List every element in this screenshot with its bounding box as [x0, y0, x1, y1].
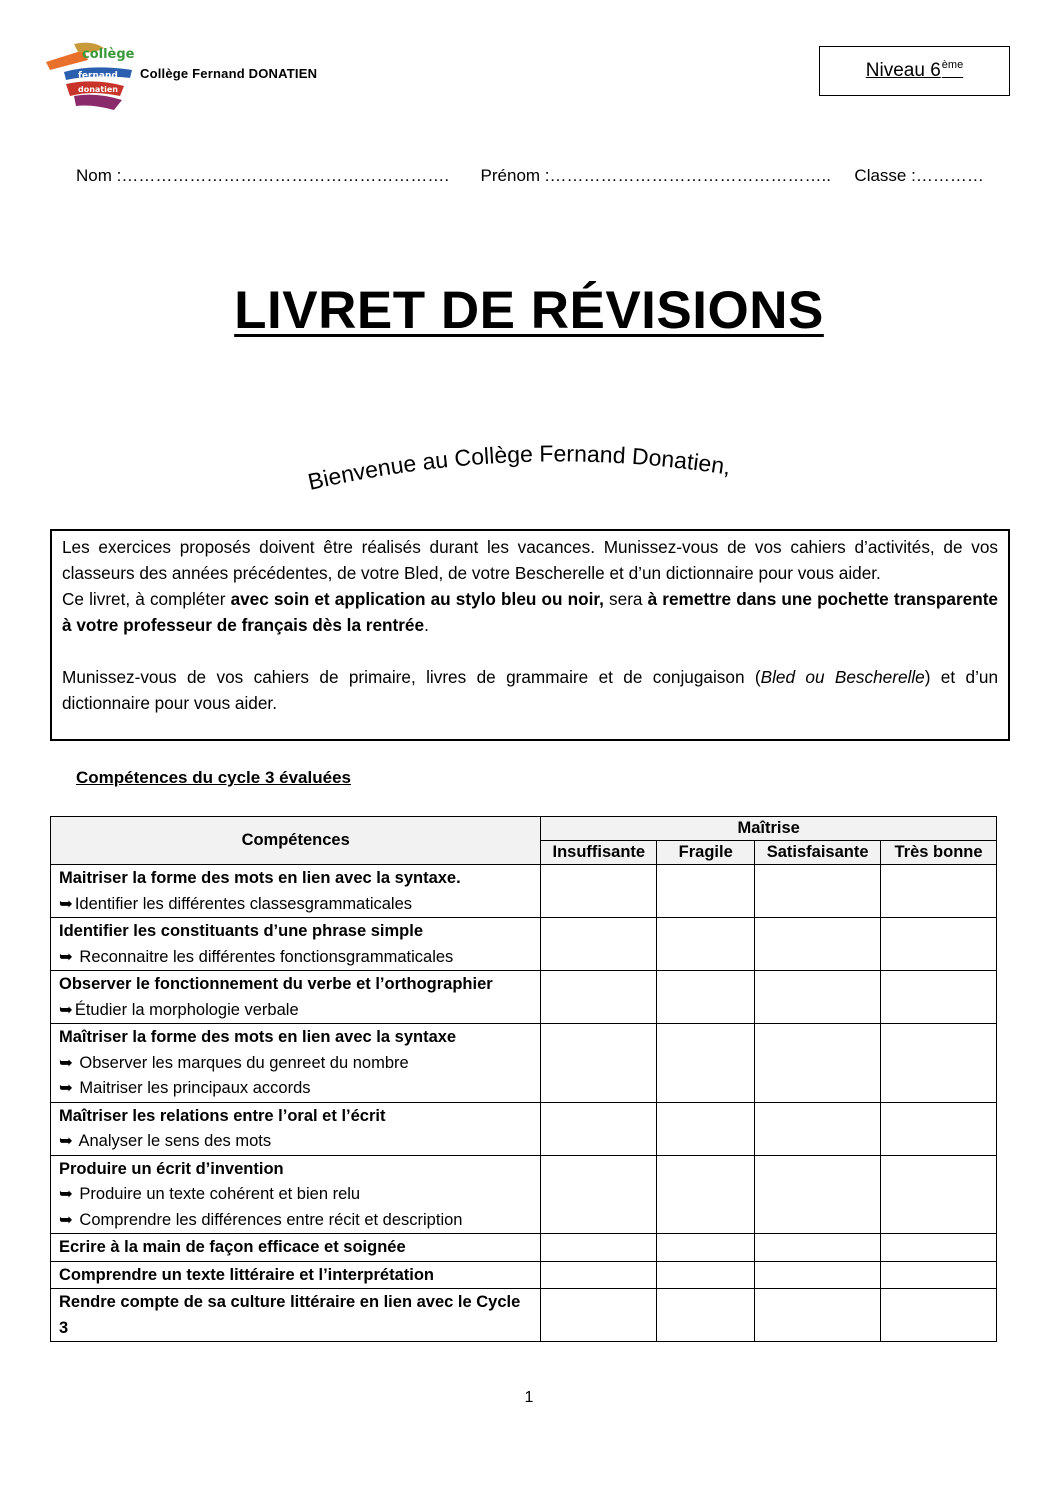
mastery-cell[interactable] — [541, 1024, 657, 1103]
mastery-cell[interactable] — [881, 918, 997, 971]
niveau-box — [819, 46, 1010, 96]
header-maitrise: Maîtrise — [541, 817, 997, 841]
header-level: Satisfaisante — [755, 841, 881, 865]
page-title: LIVRET DE RÉVISIONS — [234, 281, 824, 340]
svg-text:fernand: fernand — [78, 71, 118, 81]
mastery-cell[interactable] — [541, 971, 657, 1024]
mastery-cell[interactable] — [541, 1234, 657, 1262]
arrow-icon: ➥ — [59, 1132, 73, 1150]
page-number: 1 — [524, 1389, 534, 1406]
intro-box — [50, 529, 1010, 741]
competence-cell — [51, 865, 541, 918]
mastery-cell[interactable] — [657, 1102, 755, 1155]
mastery-cell[interactable] — [657, 1261, 755, 1289]
header-level: Fragile — [657, 841, 755, 865]
intro-paragraph-1: Les exercices proposés doivent être réalisés durant les vacances. Munissez-vous de vos cahiers d’activités, de vos classeurs des années précédentes, de votre Bled, de votre Bescherelle et d’un dictionnaire pour vous aider. — [62, 537, 998, 583]
table-row — [51, 1155, 997, 1234]
classe-field[interactable]: Classe :………… — [854, 166, 984, 185]
mastery-cell[interactable] — [541, 865, 657, 918]
competence-title: Comprendre un texte littéraire et l’interprétation — [59, 1265, 434, 1284]
competences-table — [50, 816, 997, 1342]
table-row — [51, 1024, 997, 1103]
svg-text:donatien: donatien — [78, 85, 119, 94]
mastery-cell[interactable] — [541, 1289, 657, 1342]
prenom-field[interactable]: Prénom :………………………………………….. — [480, 166, 831, 185]
competence-title: Maîtriser la forme des mots en lien avec la syntaxe — [59, 1028, 457, 1046]
arrow-icon: ➥ — [59, 1000, 73, 1019]
mastery-cell[interactable] — [755, 1234, 881, 1262]
competence-subitem: ➥ Observer les marques du genreet du nombre — [59, 1051, 532, 1077]
competence-title: Maitriser la forme des mots en lien avec la syntaxe. — [59, 869, 461, 887]
welcome-heading — [300, 434, 790, 504]
mastery-cell[interactable] — [657, 1155, 755, 1234]
mastery-cell[interactable] — [657, 1289, 755, 1342]
svg-text:collège: collège — [82, 47, 135, 62]
table-row — [51, 971, 997, 1024]
table-row — [51, 865, 997, 918]
competence-subitem: ➥ Produire un texte cohérent et bien relu — [59, 1182, 532, 1208]
niveau-label: Niveau 6ème — [865, 59, 964, 81]
table-row — [51, 1261, 997, 1289]
mastery-cell[interactable] — [541, 1102, 657, 1155]
competence-cell — [51, 1155, 541, 1234]
arrow-icon: ➥ — [59, 1079, 73, 1097]
competence-subitem: ➥ Analyser le sens des mots — [59, 1129, 532, 1155]
mastery-cell[interactable] — [881, 1102, 997, 1155]
competence-subitem: ➥ Maitriser les principaux accords — [59, 1076, 532, 1102]
competence-cell — [51, 918, 541, 971]
competence-cell — [51, 1234, 541, 1262]
mastery-cell[interactable] — [541, 1155, 657, 1234]
mastery-cell[interactable] — [657, 865, 755, 918]
table-row — [51, 1102, 997, 1155]
school-name: Collège Fernand DONATIEN — [140, 66, 318, 81]
arrow-icon: ➥ — [59, 947, 73, 966]
arrow-icon: ➥ — [59, 1185, 73, 1203]
competence-title: Maîtriser les relations entre l’oral et l’écrit — [59, 1106, 386, 1125]
mastery-cell[interactable] — [541, 918, 657, 971]
school-logo — [44, 40, 139, 112]
mastery-cell[interactable] — [881, 1155, 997, 1234]
mastery-cell[interactable] — [755, 971, 881, 1024]
competence-subitem: ➥ Reconnaitre les différentes fonctionsgrammaticales — [59, 945, 532, 971]
competence-title: Observer le fonctionnement du verbe et l’orthographier — [59, 975, 493, 993]
header-level: Insuffisante — [541, 841, 657, 865]
mastery-cell[interactable] — [881, 1234, 997, 1262]
identity-line — [76, 166, 984, 186]
mastery-cell[interactable] — [755, 1024, 881, 1103]
mastery-cell[interactable] — [881, 865, 997, 918]
competence-cell — [51, 1261, 541, 1289]
competence-title: Identifier les constituants d’une phrase simple — [59, 922, 423, 940]
competence-subitem: ➥ Étudier la morphologie verbale — [59, 998, 532, 1024]
table-row — [51, 1234, 997, 1262]
niveau-sup: ème — [941, 59, 964, 71]
competence-cell — [51, 1289, 541, 1342]
competence-title: Produire un écrit d’invention — [59, 1159, 284, 1178]
header-level: Très bonne — [881, 841, 997, 865]
competence-title: Rendre compte de sa culture littéraire en lien avec le Cycle 3 — [59, 1293, 521, 1337]
competence-subitem: ➥ Identifier les différentes classesgrammaticales — [59, 892, 532, 918]
intro-paragraph-2: Ce livret, à compléter avec soin et application au stylo bleu ou noir, sera à remettre dans une pochette transparente à votre professeur de français dès la rentrée. — [62, 589, 998, 635]
mastery-cell[interactable] — [881, 971, 997, 1024]
competence-title: Ecrire à la main de façon efficace et soignée — [59, 1238, 406, 1256]
mastery-cell[interactable] — [881, 1261, 997, 1289]
intro-paragraph-3: Munissez-vous de vos cahiers de primaire, livres de grammaire et de conjugaison (Bled ou Bescherelle) et d’un dictionnaire pour vous aider. — [62, 667, 999, 713]
nom-field[interactable]: Nom :…………………………………………………. — [76, 166, 450, 185]
competence-cell — [51, 1102, 541, 1155]
mastery-cell[interactable] — [881, 1024, 997, 1103]
competence-cell — [51, 1024, 541, 1103]
competence-cell — [51, 971, 541, 1024]
table-row — [51, 918, 997, 971]
competence-subitem: ➥ Comprendre les différences entre récit et description — [59, 1208, 532, 1234]
mastery-cell[interactable] — [657, 1024, 755, 1103]
header-competences: Compétences — [51, 817, 541, 865]
arrow-icon: ➥ — [59, 1053, 73, 1072]
mastery-cell[interactable] — [755, 1289, 881, 1342]
table-row — [51, 1289, 997, 1342]
mastery-cell[interactable] — [881, 1289, 997, 1342]
mastery-cell[interactable] — [657, 918, 755, 971]
mastery-cell[interactable] — [755, 1155, 881, 1234]
mastery-cell[interactable] — [755, 918, 881, 971]
welcome-text: Bienvenue au Collège Fernand Donatien, — [305, 440, 733, 495]
mastery-cell[interactable] — [755, 865, 881, 918]
mastery-cell[interactable] — [657, 971, 755, 1024]
arrow-icon: ➥ — [59, 1210, 73, 1229]
mastery-cell[interactable] — [541, 1261, 657, 1289]
mastery-cell[interactable] — [755, 1261, 881, 1289]
arrow-icon: ➥ — [59, 894, 73, 913]
svg-text:Bienvenue au Collège Fernand D — [305, 440, 732, 494]
mastery-cell[interactable] — [657, 1234, 755, 1262]
mastery-cell[interactable] — [755, 1102, 881, 1155]
section-title: Compétences du cycle 3 évaluées — [76, 768, 351, 787]
